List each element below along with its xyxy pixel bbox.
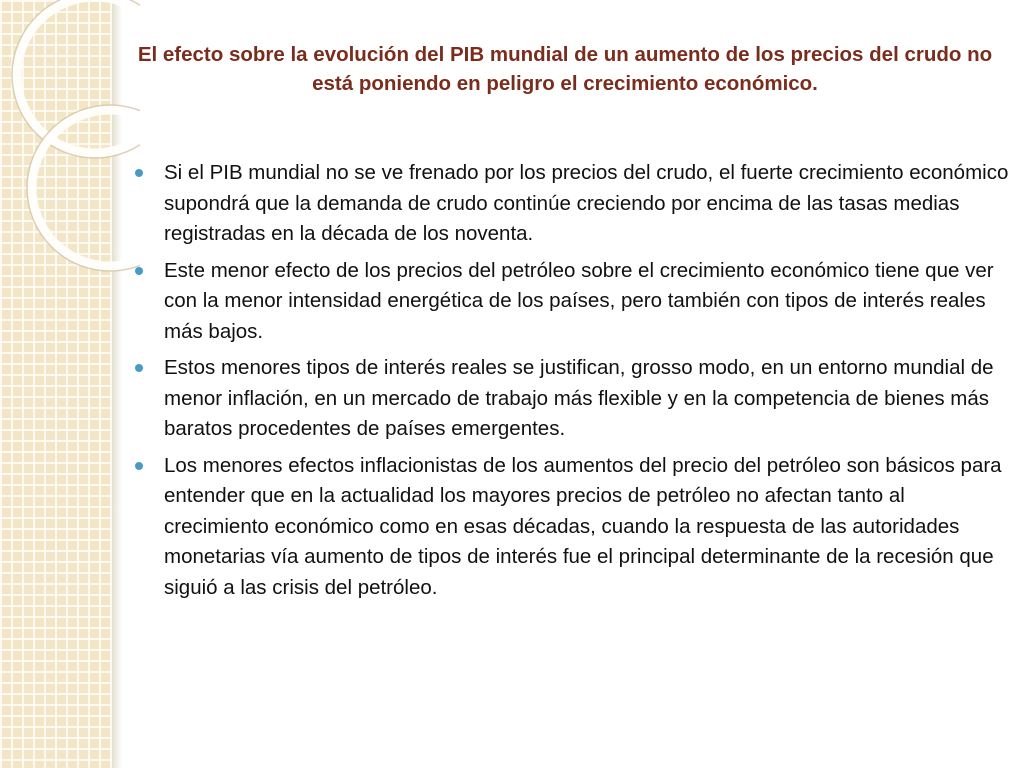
bullet-item	[134, 353, 1014, 445]
bullet-item	[134, 256, 1014, 348]
bullet-text: Estos menores tipos de interés reales se justifican, grosso modo, en un entorno mundial de menor inflación, en un mercado de trabajo más flexible y en la competencia de bienes más baratos procedentes de países emergentes.	[164, 356, 994, 440]
bullet-item	[134, 451, 1014, 604]
bullet-dot-icon	[135, 462, 143, 470]
bullet-dot-icon	[135, 364, 143, 372]
bullet-text: Este menor efecto de los precios del petróleo sobre el crecimiento económico tiene que ver con la menor intensidad energética de los países, pero también con tipos de interés reales más bajos.	[164, 258, 994, 343]
bullet-dot-icon	[135, 267, 143, 275]
bullet-list	[134, 158, 1014, 609]
bullet-text: Los menores efectos inflacionistas de los aumentos del precio del petróleo son básicos para entender que en la actualidad los mayores precios de petróleo no afectan tanto al crecimiento económico como en esas décadas, cuando la respuesta de las autoridades monetarias vía aumento de tipos de interés fue el principal determinante de la recesión que siguió a las crisis del petróleo.	[164, 453, 1002, 599]
slide-title: El efecto sobre la evolución del PIB mundial de un aumento de los precios del crudo no está poniendo en peligro el crecimiento económico.	[137, 43, 993, 95]
bullet-text: Si el PIB mundial no se ve frenado por los precios del crudo, el fuerte crecimiento económico supondrá que la demanda de crudo continúe creciendo por encima de las tasas medias registradas en la década de los noventa.	[164, 161, 1009, 245]
bullet-item	[134, 158, 1014, 250]
bullet-dot-icon	[135, 169, 143, 177]
